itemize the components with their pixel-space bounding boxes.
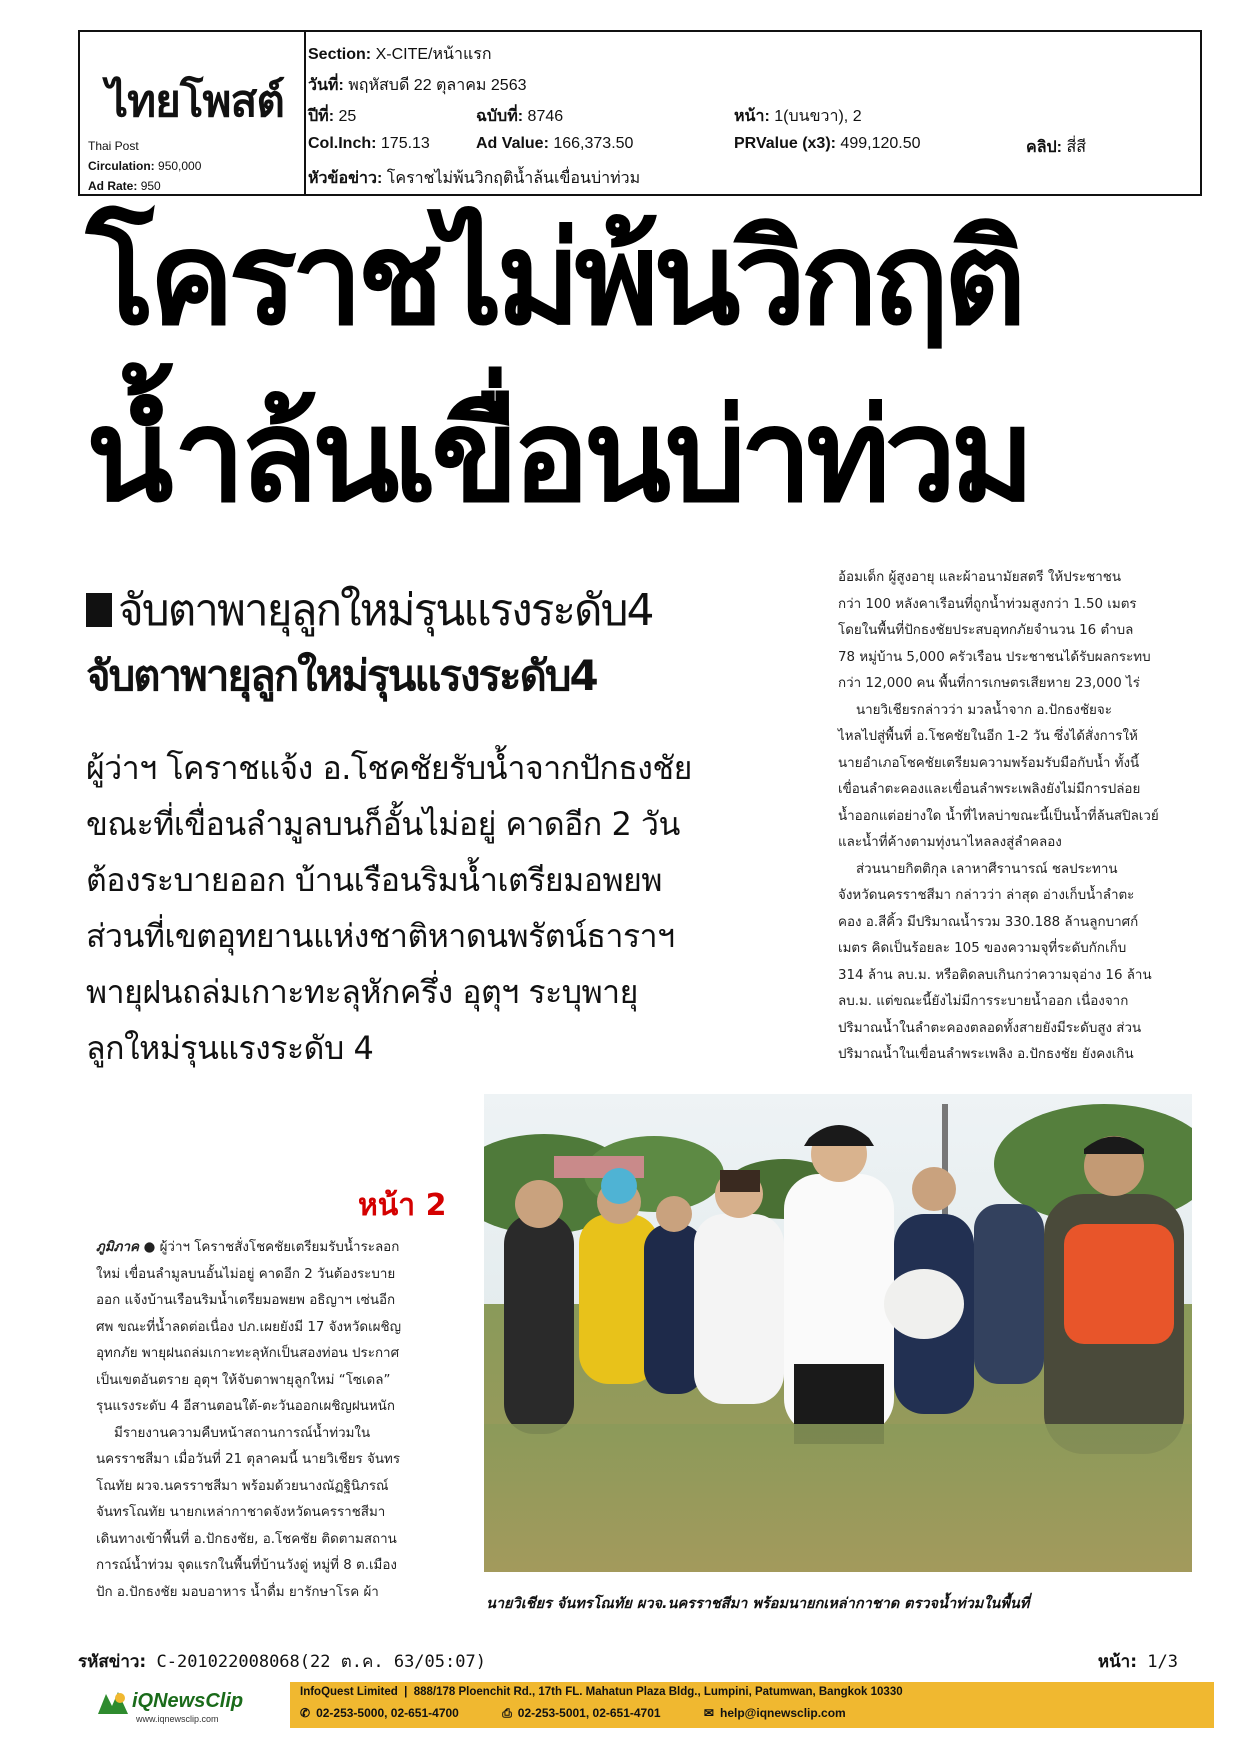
body-line: อุทกภัย พายุฝนถล่มเกาะทะลุหักเป็นสองท่อน ประกาศ (96, 1346, 400, 1361)
body-line: นายวิเชียรกล่าวว่า มวลน้ำจาก อ.ปักธงชัยจะ (856, 702, 1112, 718)
circulation: Circulation: 950,000 (88, 159, 202, 173)
lead-line: ต้องระบายออก บ้านเรือนริมน้ำเตรียมอพยพ (86, 861, 662, 899)
body-line: ลบ.ม. แต่ขณะนี้ยังไม่มีการระบายน้ำออก เนื่องจาก (838, 994, 1129, 1009)
newspaper-logo: ไทยโพสต์ (106, 76, 284, 127)
fax-contact: ⎙ 02-253-5001, 02-651-4701 (502, 1706, 661, 1720)
clipping-header (78, 30, 1202, 196)
body-line: เมตร คิดเป็นร้อยละ 105 ของความจุที่ระดับกักเก็บ (838, 941, 1127, 956)
body-line: น้ำออกแต่อย่างใด น้ำที่ไหลบ่าขณะนี้เป็นน้ำที่ล้นสปิลเวย์ (838, 808, 1159, 824)
masthead-block (80, 32, 306, 194)
body-line: โณทัย ผวจ.นครราชสีมา พร้อมด้วยนางณัฏฐินิภรณ์ (96, 1478, 389, 1494)
meta-section: Section: X-CITE/หน้าแรก (308, 46, 492, 63)
email-icon: ✉ (703, 1706, 714, 1720)
body-line: เดินทางเข้าพื้นที่ อ.ปักธงชัย, อ.โชคชัย ติดตามสถาน (96, 1531, 397, 1547)
bullet-square-icon (86, 593, 112, 627)
body-line: กว่า 100 หลังคาเรือนที่ถูกน้ำท่วมสูงกว่า 1.50 เมตร (838, 596, 1137, 612)
brand-name: iQNewsClip (132, 1690, 244, 1712)
subhead-bold: จับตาพายุลูกใหม่รุนแรงระดับ4 (86, 651, 597, 700)
company-address: InfoQuest Limited | 888/178 Ploenchit Rd., 17th FL. Mahatun Plaza Bldg., Lumpini, Patumwan, Bangkok 10330 (300, 1686, 903, 1698)
contact-details (300, 1706, 886, 1721)
body-line: ปริมาณน้ำในเขื่อนลำพระเพลิง อ.ปักธงชัย ยังคงเกิน (838, 1047, 1134, 1062)
phone-icon: ✆ (300, 1706, 311, 1720)
footer-contact-bar (290, 1682, 1214, 1728)
headline-line-1: โคราชไม่พ้นวิกฤติ (86, 205, 1021, 354)
body-line: ปริมาณน้ำในลำตะคองตลอดทั้งสายยังมีระดับสูง ส่วน (838, 1020, 1142, 1036)
brand-mark-icon (96, 1688, 130, 1718)
body-line: ศพ ขณะที่น้ำลดต่อเนื่อง ปภ.เผยยังมี 17 จังหวัดเผชิญ (96, 1319, 402, 1335)
body-line: ปัก อ.ปักธงชัย มอบอาหาร น้ำดื่ม ยารักษาโรค ผ้า (96, 1584, 379, 1600)
meta-date: วันที่: พฤหัสบดี 22 ตุลาคม 2563 (308, 77, 527, 94)
left-column (96, 1235, 448, 1606)
subhead-primary: จับตาพายุลูกใหม่รุนแรงระดับ4 (86, 575, 653, 645)
headline-line-2: น้ำล้นเขื่อนบ่าท่วม (86, 382, 1029, 531)
page-reference: หน้า 2 (358, 1188, 447, 1223)
iqnewsclip-logo (96, 1684, 286, 1734)
body-line: ใหม่ เขื่อนลำมูลบนอั้นไม่อยู่ คาดอีก 2 วันต้องระบาย (96, 1266, 396, 1282)
meta-year: ปีที่: 25 (308, 108, 357, 125)
flood-scene-illustration (484, 1094, 1192, 1572)
body-line: มีรายงานความคืบหน้าสถานการณ์น้ำท่วมใน (114, 1425, 371, 1441)
body-line: กว่า 12,000 คน พื้นที่การเกษตรเสียหาย 23,000 ไร่ (838, 676, 1140, 691)
body-line: ส่วนนายกิตติกุล เลาหาศีรานารณ์ ชลประทาน (856, 861, 1118, 877)
brand-url: www.iqnewsclip.com (136, 1714, 219, 1724)
body-line: เป็นเขตอันตราย อุตุฯ ให้จับตาพายุลูกใหม่ “โซเดล” (96, 1372, 391, 1388)
lead-line: ผู้ว่าฯ โคราชแจ้ง อ.โชคชัยรับน้ำจากปักธงชัย (86, 749, 692, 787)
body-line: คอง อ.สีคิ้ว มีปริมาณน้ำรวม 330.188 ล้านลูกบาศก์ (838, 914, 1139, 930)
right-column (838, 565, 1194, 1069)
meta-colinch: Col.Inch: 175.13 (308, 135, 430, 152)
ad-rate: Ad Rate: 950 (88, 179, 161, 193)
meta-prvalue: PRValue (x3): 499,120.50 (734, 135, 921, 152)
body-line: รุนแรงระดับ 4 อีสานตอนใต้-ตะวันออกเผชิญฝนหนัก (96, 1399, 395, 1414)
phone-contact: ✆ 02-253-5000, 02-651-4700 (300, 1706, 459, 1720)
body-line: นครราชสีมา เมื่อวันที่ 21 ตุลาคมนี้ นายวิเชียร จันทร (96, 1452, 401, 1467)
meta-clip: คลิป: สี่สี (1026, 139, 1086, 156)
body-line: ไหลไปสู่พื้นที่ อ.โชคชัยในอีก 1-2 วัน ซึ่งได้สั่งการให้ (838, 729, 1138, 744)
lead-paragraph (86, 740, 826, 1076)
lead-line: ลูกใหม่รุนแรงระดับ 4 (86, 1029, 374, 1067)
footer-page-number: หน้า: 1/3 (1097, 1652, 1178, 1672)
news-photo (484, 1094, 1192, 1572)
body-line: ภูมิภาค ● ผู้ว่าฯ โคราชสั่งโชคชัยเตรียมรับน้ำระลอก (96, 1240, 400, 1255)
meta-page: หน้า: 1(บนขวา), 2 (734, 108, 862, 125)
body-line: จันทรโณทัย นายกเหล่ากาชาดจังหวัดนครราชสีมา (96, 1505, 386, 1520)
body-line: จังหวัดนครราชสีมา กล่าวว่า ล่าสุด อ่างเก็บน้ำลำตะ (838, 888, 1135, 903)
body-line: อ้อมเด็ก ผู้สูงอายุ และผ้าอนามัยสตรี ให้ประชาชน (838, 570, 1121, 585)
body-line: 78 หมู่บ้าน 5,000 ครัวเรือน ประชาชนได้รับผลกระทบ (838, 649, 1151, 665)
email-contact: ✉ help@iqnewsclip.com (703, 1706, 846, 1720)
body-line: โดยในพื้นที่ปักธงชัยประสบอุทกภัยจำนวน 16 ตำบล (838, 623, 1134, 638)
lead-line: ขณะที่เขื่อนลำมูลบนก็อั้นไม่อยู่ คาดอีก 2 วัน (86, 805, 680, 843)
body-line: นายอำเภอโชคชัยเตรียมความพร้อมรับมือกับน้ำ ทั้งนี้ (838, 755, 1140, 771)
body-line: 314 ล้าน ลบ.ม. หรือติดลบเกินกว่าความจุอ่าง 16 ล้าน (838, 967, 1152, 983)
news-code: รหัสข่าว: C-201022008068(22 ต.ค. 63/05:07) (78, 1652, 486, 1672)
body-line: ออก แจ้งบ้านเรือนริมน้ำเตรียมอพยพ อธิญาฯ เซ่นอีก (96, 1293, 396, 1308)
fax-icon: ⎙ (502, 1706, 512, 1720)
meta-issue: ฉบับที่: 8746 (476, 108, 564, 125)
lead-line: ส่วนที่เขตอุทยานแห่งชาติหาดนพรัตน์ธาราฯ (86, 917, 675, 955)
body-line: การณ์น้ำท่วม จุดแรกในพื้นที่บ้านวังดู่ หมู่ที่ 8 ต.เมือง (96, 1558, 397, 1573)
paper-name: Thai Post (88, 139, 139, 153)
photo-caption: นายวิเชียร จันทรโณทัย ผวจ.นครราชสีมา พร้อมนายกเหล่ากาชาด ตรวจน้ำท่วมในพื้นที่ (486, 1596, 1030, 1612)
meta-headline: หัวข้อข่าว: โคราชไม่พ้นวิกฤติน้ำล้นเขื่อนบ่าท่วม (308, 170, 641, 187)
body-line: และน้ำที่ค้างตามทุ่งนาไหลลงสู่ลำคลอง (838, 835, 1062, 850)
body-line: เขื่อนลำตะคองและเขื่อนลำพระเพลิงยังไม่มีการปล่อย (838, 782, 1141, 797)
lead-line: พายุฝนถล่มเกาะทะลุหักครึ่ง อุตุฯ ระบุพายุ (86, 973, 638, 1011)
meta-advalue: Ad Value: 166,373.50 (476, 135, 634, 152)
